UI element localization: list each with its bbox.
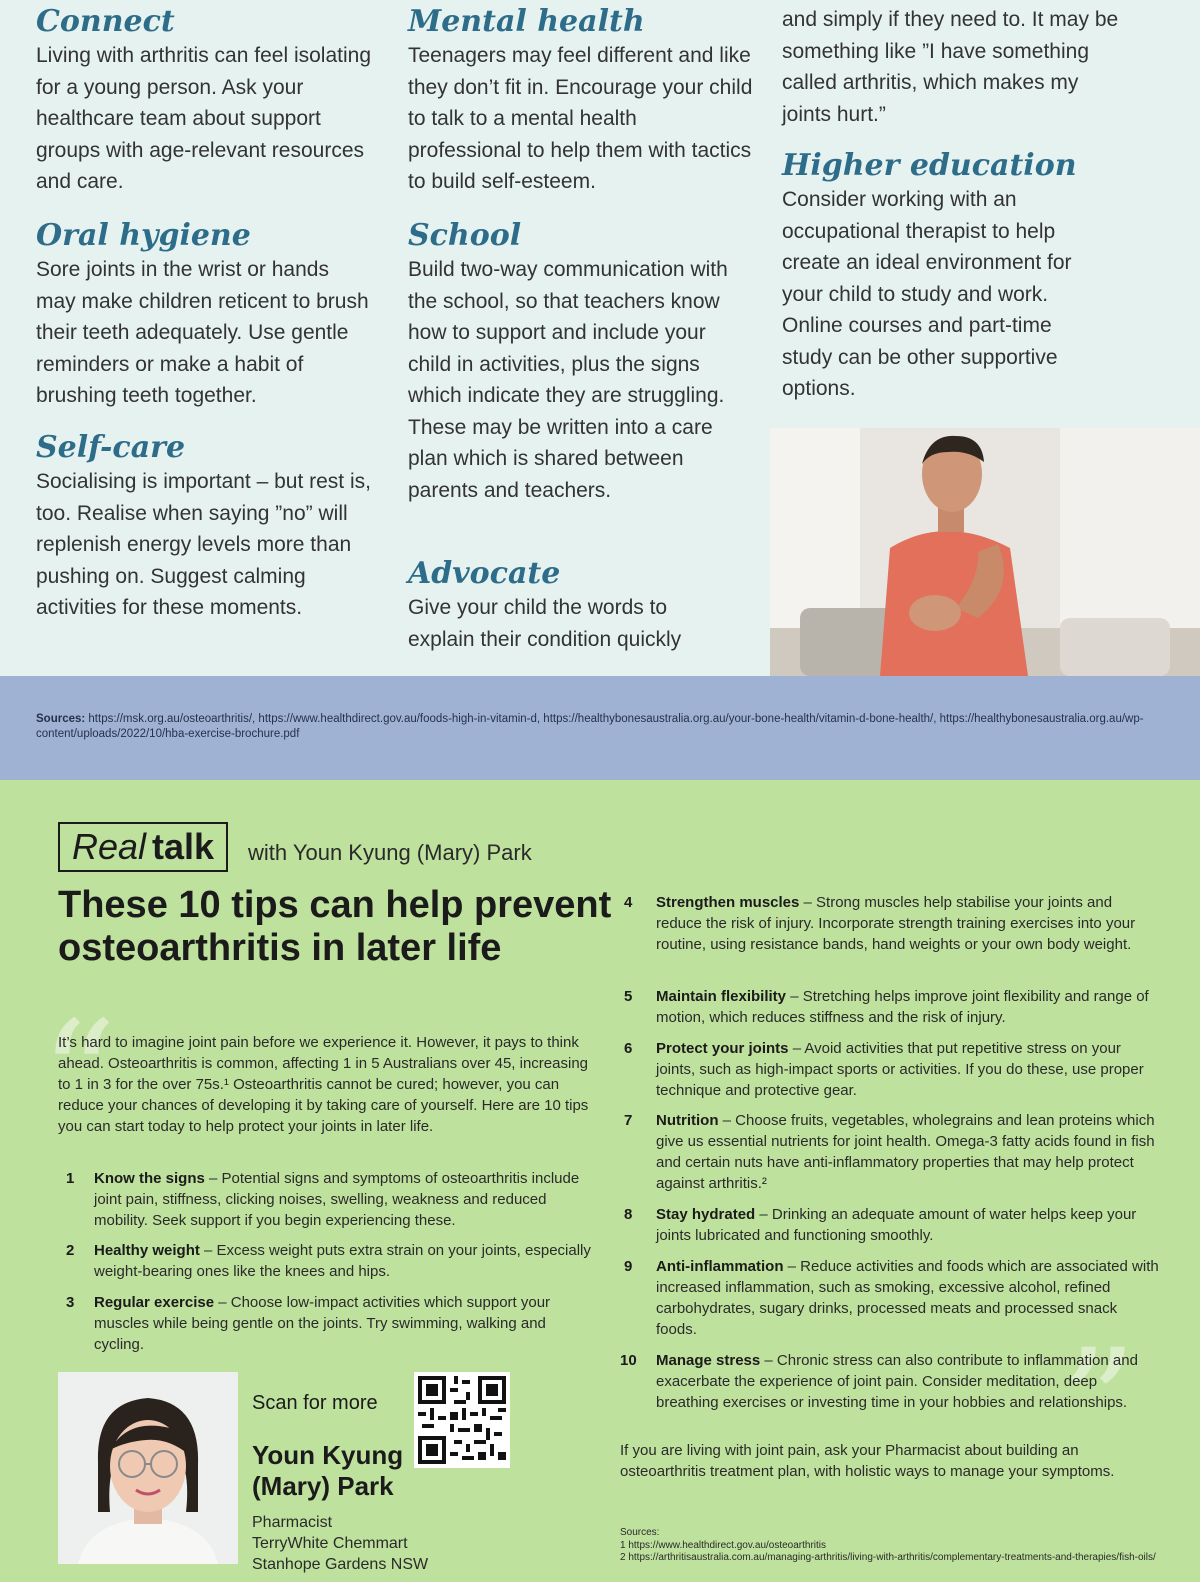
- footnotes-label: Sources:: [620, 1527, 660, 1538]
- tip-number: 2: [66, 1242, 75, 1259]
- tip-title: Regular exercise: [94, 1294, 215, 1311]
- tip-title: Healthy weight: [94, 1242, 200, 1259]
- open-quote-mark-icon: “: [40, 990, 117, 1164]
- author-portrait: [58, 1372, 238, 1564]
- tip-text: – Reduce activities and foods which are associated with increased inflammation, such as smoking, excessive alcohol, refined carbohydrates, sugary drinks, processed meats and processed snack foods.: [656, 1258, 1159, 1338]
- author-role: Pharmacist: [252, 1514, 333, 1531]
- tip-body: Sore joints in the wrist or hands may make children reticent to brush their teeth adequately. Use gentle reminders or make a habit of brushing teeth together.: [36, 258, 369, 407]
- man-photo-illustration: [770, 428, 1200, 676]
- tip-text: – Potential signs and symptoms of osteoarthritis include joint pain, stiffness, clicking noises, swelling, weakness and reduced mobility. Seek support if you begin experiencing these.: [94, 1170, 580, 1229]
- tip-title: School: [408, 218, 522, 253]
- list-item: [620, 1110, 1160, 1194]
- tip-advocate-continued: and simply if they need to. It may be something like ”I have something called arthritis, which makes my joints hurt.”: [782, 8, 1119, 126]
- list-item: [620, 892, 1160, 955]
- list-item: [620, 986, 1160, 1028]
- tip-number: 4: [624, 894, 633, 911]
- tip-text: – Choose fruits, vegetables, wholegrains and lean proteins which give us essential nutrients for joint health. Omega-3 fatty acids found in fish and certain nuts have anti-inflammatory properties that may help protect against arthritis.²: [656, 1112, 1155, 1192]
- tip-number: 3: [66, 1294, 75, 1311]
- tip-number: 10: [620, 1352, 637, 1369]
- article-footnotes: [620, 1527, 1180, 1565]
- tip-number: 8: [624, 1206, 633, 1223]
- scan-for-more-label: Scan for more: [252, 1392, 378, 1414]
- author-portrait-illustration: [58, 1372, 238, 1564]
- author-name-line-1: Youn Kyung: [252, 1440, 404, 1470]
- tip-title: Connect: [36, 4, 175, 39]
- tip-number: 9: [624, 1258, 633, 1275]
- close-quote-mark-icon: ”: [1060, 1318, 1137, 1492]
- tip-body: Give your child the words to explain their condition quickly: [408, 596, 682, 651]
- sources-text: [36, 712, 1166, 742]
- list-item: [58, 1292, 598, 1355]
- footnote-1: 1 https://www.healthdirect.gov.au/osteoarthritis: [620, 1539, 827, 1551]
- article-headline: These 10 tips can help prevent osteoarthritis in later life: [58, 884, 612, 969]
- tip-body: Socialising is important – but rest is, too. Realise when saying ”no” will replenish energy levels more than pushing on. Suggest calming activities for these moments.: [36, 470, 371, 619]
- tip-title: Strengthen muscles: [656, 894, 800, 911]
- qr-code-icon[interactable]: [414, 1372, 510, 1468]
- tip-number: 7: [624, 1112, 633, 1129]
- tip-text: – Avoid activities that put repetitive stress on your joints, such as high-impact sports or activities. If you do these, use proper technique and protective gear.: [656, 1040, 1144, 1099]
- list-item: [620, 1204, 1160, 1246]
- tip-title: Higher education: [782, 148, 1077, 183]
- author-byline: with Youn Kyung (Mary) Park: [248, 840, 532, 865]
- tip-school: [408, 218, 753, 506]
- tip-title: Manage stress: [656, 1352, 761, 1369]
- author-location: Stanhope Gardens NSW: [252, 1556, 429, 1573]
- tip-self-care: [36, 430, 386, 624]
- sources-links: https://msk.org.au/osteoarthritis/, https://www.healthdirect.gov.au/foods-high-in-vitamin-d, https://healthybonesaustralia.org.au/your-bone-health/vitamin-d-bone-health/, https://healthybonesaustralia.org.au/wp-content/uploads/2022/10/hba-exercise-brochure.pdf: [36, 713, 1144, 740]
- tip-number: 6: [624, 1040, 633, 1057]
- tip-body: Living with arthritis can feel isolating for a young person. Ask your healthcare team about support groups with age-relevant resources and care.: [36, 44, 371, 193]
- tip-body: Consider working with an occupational therapist to help create an ideal environment for your child to study and work. Online courses and part-time study can be other supportive options.: [782, 188, 1072, 400]
- tip-body: Teenagers may feel different and like they don’t fit in. Encourage your child to talk to a mental health professional to help them with tactics to build self-esteem.: [408, 44, 753, 193]
- article-intro: It’s hard to imagine joint pain before we experience it. However, it pays to think ahead. Osteoarthritis is common, affecting 1 in 5 Australians over 45, increasing to 1 in 3 for the over 75s.¹ Osteoarthritis cannot be cured; however, you can reduce your chances of developing it by taking care of yourself. Here are 10 tips you can start today to help protect your joints in later life.: [58, 1034, 589, 1135]
- tip-title: Advocate: [408, 556, 561, 591]
- tip-text: – Chronic stress can also contribute to inflammation and exacerbate the experience of joint pain. Consider meditation, deep breathing exercises or investing time in your hobbies and relationships.: [656, 1352, 1138, 1411]
- list-item: [620, 1038, 1160, 1101]
- sources-label: Sources:: [36, 713, 86, 725]
- tip-title: Know the signs: [94, 1170, 205, 1187]
- author-name-line-2: (Mary) Park: [252, 1471, 394, 1501]
- tip-higher-education: [782, 148, 1102, 405]
- footnote-2: 2 https://arthritisaustralia.com.au/managing-arthritis/living-with-arthritis/complementary-treatments-and-therapies/fish-oils/: [620, 1552, 1156, 1563]
- badge-word-real: Real: [72, 826, 147, 867]
- real-talk-badge: [58, 822, 228, 872]
- author-organisation: TerryWhite Chemmart: [252, 1535, 408, 1552]
- tip-title: Maintain flexibility: [656, 988, 787, 1005]
- list-item: [620, 1256, 1160, 1340]
- tip-number: 1: [66, 1170, 75, 1187]
- tip-text: – Excess weight puts extra strain on your joints, especially weight-bearing ones like the knees and hips.: [94, 1242, 591, 1280]
- sources-band: [0, 676, 1200, 780]
- top-section: [0, 0, 1200, 676]
- tip-title: Mental health: [408, 4, 645, 39]
- tip-oral-hygiene: [36, 218, 371, 412]
- tip-title: Protect your joints: [656, 1040, 789, 1057]
- list-item: [620, 1350, 1160, 1413]
- tip-text: – Stretching helps improve joint flexibility and range of motion, which reduces stiffness and the risk of injury.: [656, 988, 1149, 1026]
- tip-title: Stay hydrated: [656, 1206, 756, 1223]
- tip-text: – Drinking an adequate amount of water helps keep your joints lubricated and functioning smoothly.: [656, 1206, 1137, 1244]
- man-holding-elbow-photo: [770, 428, 1200, 676]
- tip-title: Oral hygiene: [36, 218, 251, 253]
- tip-text: – Strong muscles help stabilise your joints and reduce the risk of injury. Incorporate strength training exercises into your routine, using resistance bands, hand weights or your own body weight.: [656, 894, 1136, 953]
- tip-title: Self-care: [36, 430, 186, 465]
- tip-connect: [36, 4, 386, 198]
- tip-body: Build two-way communication with the school, so that teachers know how to support and include your child in activities, plus the signs which indicate they are struggling. These may be written into a care plan which is shared between parents and teachers.: [408, 258, 728, 502]
- tip-number: 5: [624, 988, 633, 1005]
- list-item: [58, 1240, 598, 1282]
- list-item: [58, 1168, 598, 1231]
- tip-advocate: [408, 556, 738, 655]
- tip-title: Anti-inflammation: [656, 1258, 784, 1275]
- closing-paragraph: If you are living with joint pain, ask your Pharmacist about building an osteoarthritis treatment plan, with holistic ways to manage your symptoms.: [620, 1442, 1115, 1480]
- author-details: [252, 1512, 428, 1575]
- tip-text: – Choose low-impact activities which support your muscles while being gentle on the joints. Try swimming, walking and cycling.: [94, 1294, 551, 1353]
- author-name: [252, 1440, 403, 1502]
- tip-mental-health: [408, 4, 753, 198]
- badge-word-talk: talk: [152, 826, 215, 867]
- tip-title: Nutrition: [656, 1112, 719, 1129]
- qr-code-pattern: [414, 1372, 510, 1468]
